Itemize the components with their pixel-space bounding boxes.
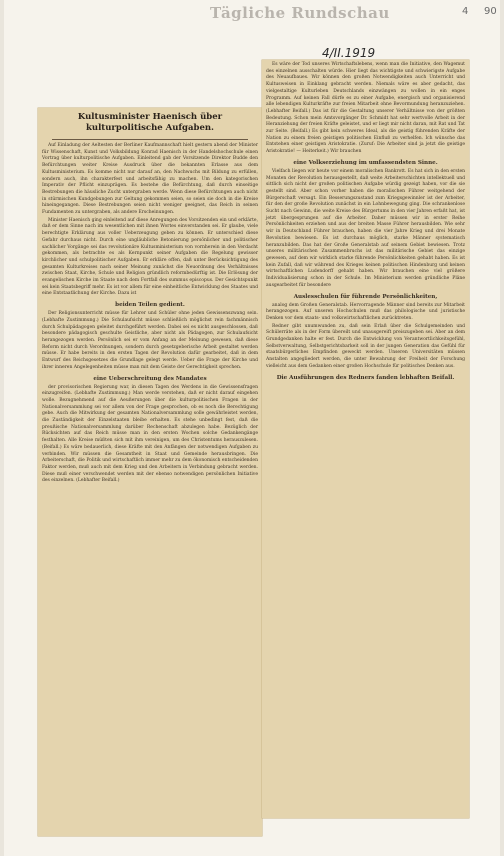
masthead-stamp: Tägliche Rundschau: [210, 4, 390, 22]
paragraph: Redner gibt unumwunden zu, daß sein Erlaß über die Schulgemeinden und Schülerräte als in der Form übereilt und unausgereift preiszugeben sei. Aber an dem Grundgedanken halte er fest. Durch die Entwicklung von Verantwortlichkeitsgefühl, Selbstverwaltung, Selbstgerichtsbarkeit soll in der jungen Generation das Gefühl für staatsbürgerliches Empfinden geweckt werden. Unseren Universitäten müssen Anstalten angegliedert werden, die unter Bewahrung der Freiheit der Forschung vielleicht aus dem Gedanken einer großen Hochschule für politisches Denken aus.: [266, 323, 465, 369]
article-headline: Kultusminister Haenisch über kulturpolitische Aufgaben.: [77, 112, 223, 133]
archive-number: 90: [484, 6, 497, 17]
paragraph: der provisorischen Regierung war, in diesen Tagen des Werdens in die Gewissensfragen einzugreifen. (Lebhafte Zustimmung.) Man werde verstehen, daß er nicht darauf eingehen wolle. Bezugnehmend auf die Aeußerungen über die kulturpolitischen Fragen in der Nationalversammlung sei vor allem von der Frage gesprochen, ob es noch die Berechtigung gebe. Auch die Mitwirkung der gesamten Nationalversammlung solle gewährleistet werden, die Zuständigkeit der Einzelstaaten bleibe erhalten. Es stehe unbedingt fest, daß die preußische Nationalversammlung darüber Rechenschaft abzulegen habe. Bezüglich der Rücksichten auf das Reich müsse man in den ersten Wochen solche Gedankengänge festhalten. Alle Kreise müßten sich mit ihm vereinigen, um des Christentums herauszulesen. (Beifall.) Es wäre bedauerlich, diese Kräfte mit den Anfängen der notwendigen Aufgaben zu verbinden. Wir müssen die Gesamtheit in Staat und Gemeinde herausbringen. Die Arbeiterschaft, die Politik und wirtschaftlich immer mehr zu dem ökonomisch entscheidenden Faktor werden, muß auch mit dem Krieg und den Arbeitern in Verbindung gebracht werden. Diese muß einer verschwendet werden mit der ebenso notwendigen persönlichen Initiative des einzelnen. (Lebhafter Beifall.): [42, 384, 258, 484]
page-number: 4: [462, 6, 469, 17]
subheading: eine Volkserziehung im umfassendsten Sinne.: [293, 159, 438, 166]
subheading: Auslesschulen für führende Persönlichkeiten,: [293, 293, 438, 300]
paragraph: Auf Einladung der Aeltesten der Berliner Kaufmannschaft hielt gestern abend der Minister für Wissenschaft, Kunst und Volksbildung Konrad Haenisch in der Handelshochschule einen Vortrag über kulturpolitische Aufgaben. Einleitend gab der Vorsitzende Direktor Budde den Befürchtungen weiter Kreise Ausdruck über die bekannten Erlasse aus dem Kultusministerium. Es komme nicht nur darauf an, den Nachwuchs mit Bildung zu erfüllen, sondern auch, ihn charakterfest und arbeitsfähig zu machen. Um den kategorischen Imperativ der Pflicht einzuprägen. Es bestehe die Befürchtung, daß durch einseitige Bestrebungen die häusliche Zucht untergraben werde. Wenn diese Befürchtungen auch nicht in stürmischen Kundgebungen zur Geltung gekommen seien, so seien sie doch in die Kreise hineingegangen. Diese Bestrebungen seien nicht weniger geeignet, das Reich in seinen Fundamenten zu untergraben, als andere Erscheinungen.: [42, 143, 258, 216]
paragraph: Minister Haenisch ging einleitend auf diese Anregungen des Vorsitzenden ein und erklärte, daß er dem Sinne nach im wesentlichen mit ihnen Wortes einverstanden sei. Er glaube, viele berechtigte Erklärung aus voller Ueberzeugung geben zu können. Er unterschied diese Gefahr durchaus nicht. Durch eine ungläubliche Betonierung persönlicher und politischer sachlicher Vorgänge sei das revolutionäre Kultusministerium von vornherein in den Verdacht gekommen, als betrachte es als Kernpunkt seiner Aufgaben die Regelung gewisser kirchlicher und schulpolitischer Aufgaben. Er erkläre offen, daß unter Berücksichtigung des gesamten Kulturkreises nach seiner Meinung zunächst die Neuordnung des Verhältnisses zwischen Staat, Kirche, Schule und Religion gründlich reformbedürftig ist. Die Erlösung der evangelischen Kirche im Staate nach dem Fortfall des summus episcopus. Der Gesichtspunkt sei kein Staatsbegriff mehr. Es ist vor allem für eine einheitliche Entwicklung des Staates und eine Entstaatlichung der Kirche. Dazu ist: [42, 217, 258, 297]
closing-line: Die Ausführungen des Redners fanden lebhaften Beifall.: [276, 374, 455, 381]
paragraph: Vielfach liegen wir heute vor einem moralischen Bankrott. Es hat sich in den ersten Monaten der Revolution herausgestellt, daß weite Arbeiterschichten intellektuell und sittlich sich nicht der großen politischen Aufgabe würdig gezeigt haben, vor die sie gestellt sind. Aber schon vorher haben die moralischen Führer weitgehend der Bürgerschaft versagt. Ein Besserungszustand zum Kriegsgewinnler ist der Arbeiter, für den der große Revolution zunächst in ein Lohnbewegung ging. Die schrankenlose Sucht nach Gewinn, die weite Kreise des Bürgertums in den vier Jahren erfaßt hat, ist jetzt übergesprungen auf die Arbeiter. Daher müssen wir in erster Reihe Persönlichkeiten erziehen und aus der breiten Masse Führer herausbilden. Wie sehr wir in Deutschland Führer brauchen, haben die vier Jahre Krieg und drei Monate Revolution bewiesen. Es ist durchaus möglich, starke Männer systematisch heranzubilden. Das hat der Große Generalstab auf seinem Gebiet bewiesen. Trotz unseres militärischen Zusammenbruchs ist das militärische Gebiet das einzige gewesen, auf dem wir wirklich starke führende Persönlichkeiten gehabt haben. Es ist kein Zufall, daß wir während des Krieges keinen politischen Hindenburg und keinen wirtschaftlichen Ludendorff gehabt haben. Wir brauchen eine viel größere Individualisierung schon in der Schule. Im Ministerium werden gründliche Pläne ausgearbeitet für besondere: [266, 168, 465, 288]
subheading: beiden Teilen gedient.: [115, 302, 185, 309]
paragraph: Es wäre der Tod unseres Wirtschaftslebens, wenn man die Initiative, den Wagemut des einzelnen ausschalten würde. Hier liegt das wichtigste und schwierigste Aufgabe des Neuaufbaues. Wir können den großen Notwendigkeiten auch Unterricht und Kultusweisen in Einklang gebracht werden. Niemals wäre es aber gedacht, das vielgestaltige Kulturleben Deutschlands einzwängen zu wollen in ein enges Programm. Auf keinen Fall dürfe es zu einer Aufgabe, energisch und organisierend alle lebendigen Kulturkräfte zur freien Mitarbeit ohne Bevormundung heranzuziehen. (Lebhafter Beifall.) Das ist für die Gestaltung unserer Verhältnisse von der größten Bedeutung. Schon mein Amtsvorgänger Dr. Schmidt hat sehr wertvolle Arbeit in der Heranziehung der freien Kräfte geleistet, und er liegt mir nicht daran, mit Rat und Tat zur Seite. (Beifall.) Es gibt kein schweres Ideal, als die geistig führenden Kräfte der Nation zu einem freien geistigen politischen Einfluß zu verhelfen. Ich wünsche das Entstehen einer geistigen Aristokratie. (Zuruf: Die Arbeiter sind ja jetzt die geistige Aristokratie! — Heiterkeit.) Wir brauchen: [266, 62, 465, 155]
headline-rule: [52, 139, 248, 140]
paragraph: analog dem Großen Generalstab. Hervorragende Männer sind bereits zur Mitarbeit herangezogen. Auf unseren Hochschulen muß das philologische und juristische Denken vor dem staats- und volkswirtschaftlichen zurücktreten.: [266, 302, 465, 321]
article-column-left: [42, 110, 258, 830]
scan-edge-left: [0, 0, 4, 856]
scan-edge-right: [500, 0, 504, 856]
paragraph: Der Religionsunterricht müsse für Lehrer und Schüler ohne jeden Gewissenszwang sein. (Lebhafte Zustimmung.) Die Schulaufsicht müsse schließlich möglichst rein fachmännisch durch Schulpädagogen geleitet durchgeführt werden. Dabei sei es nicht ausgeschlossen, daß besondere pädagogisch geschulte Geistliche, aber nicht als Pädagogen, zur Schulaufsicht herangezogen werden. Persönlich sei er vom Anfang an der Meinung gewesen, daß diese Reform nicht durch Verordnungen, sondern durch gesetzgeberische Arbeit gestaltet werden müsse. Er habe bereits in den ersten Tagen der Revolution dafür gearbeitet, daß in dem Entwurf des Reichsgesetzes die Grundlage gelegt werde. Ueber die Frage der Kirche und ihrer inneren Angelegenheiten müsse man mit dem Geiste der Gerechtigkeit sprechen.: [42, 311, 258, 370]
article-column-right: [266, 62, 465, 814]
handwritten-date: 4/II.1919: [322, 46, 376, 60]
subheading: eine Ueberschreitung des Mandates: [93, 375, 207, 382]
